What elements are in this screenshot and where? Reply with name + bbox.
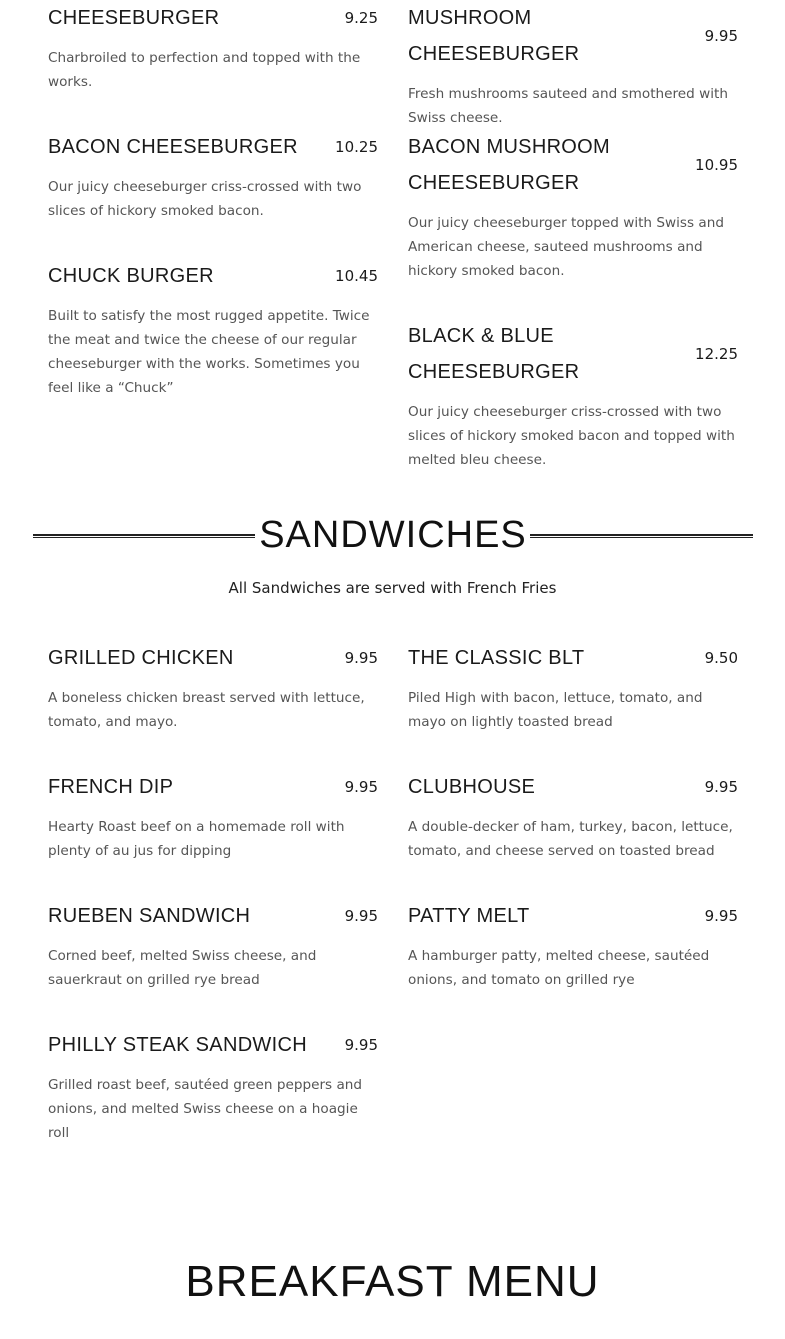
item-description: Our juicy cheeseburger criss-crossed with two slices of hickory smoked bacon. — [48, 179, 362, 219]
menu-item-clubhouse — [408, 769, 738, 863]
item-name: PHILLY STEAK SANDWICH — [48, 1034, 307, 1056]
section-title: SANDWICHES — [259, 514, 527, 556]
item-description: Grilled roast beef, sautéed green peppers and onions, and melted Swiss cheese on a hoagie roll — [48, 1077, 363, 1141]
item-name: GRILLED CHICKEN — [48, 647, 234, 669]
item-name: RUEBEN SANDWICH — [48, 905, 251, 927]
item-name: BLACK & BLUE CHEESEBURGER — [408, 325, 580, 383]
item-price: 9.95 — [344, 649, 378, 667]
item-price: 9.95 — [344, 1036, 378, 1054]
item-price: 10.45 — [335, 267, 378, 285]
item-name: PATTY MELT — [408, 905, 530, 927]
item-name: FRENCH DIP — [48, 776, 174, 798]
item-name: CLUBHOUSE — [408, 776, 536, 798]
item-name: BACON CHEESEBURGER — [48, 136, 298, 158]
item-description: Piled High with bacon, lettuce, tomato, and mayo on lightly toasted bread — [408, 690, 703, 730]
item-description: Hearty Roast beef on a homemade roll with plenty of au jus for dipping — [48, 819, 345, 859]
menu-item-philly-steak-sandwich — [48, 1027, 378, 1145]
item-description: Corned beef, melted Swiss cheese, and sauerkraut on grilled rye bread — [48, 948, 317, 988]
item-name: CHUCK BURGER — [48, 265, 214, 287]
sandwiches-section-header — [33, 512, 753, 562]
item-description: A double-decker of ham, turkey, bacon, lettuce, tomato, and cheese served on toasted bread — [408, 819, 733, 859]
item-name: THE CLASSIC BLT — [408, 647, 585, 669]
item-name: BACON MUSHROOM CHEESEBURGER — [408, 136, 610, 194]
menu-item-mushroom-cheeseburger — [408, 0, 738, 130]
item-price: 9.95 — [704, 27, 738, 45]
item-description: Our juicy cheeseburger topped with Swiss and American cheese, sauteed mushrooms and hickory smoked bacon. — [408, 215, 724, 279]
breakfast-section-title: BREAKFAST MENU — [185, 1257, 600, 1306]
menu-item-classic-blt — [408, 640, 738, 734]
menu-item-bacon-mushroom-cheeseburger — [408, 129, 738, 283]
section-subtitle: All Sandwiches are served with French Fries — [228, 579, 557, 597]
menu-item-french-dip — [48, 769, 378, 863]
item-description: Fresh mushrooms sauteed and smothered with Swiss cheese. — [408, 86, 728, 126]
menu-item-patty-melt — [408, 898, 738, 992]
item-price: 9.95 — [344, 778, 378, 796]
item-price: 9.95 — [704, 778, 738, 796]
item-price: 10.95 — [695, 156, 738, 174]
item-description: A hamburger patty, melted cheese, sautéed onions, and tomato on grilled rye — [408, 948, 710, 988]
divider-line — [530, 534, 753, 538]
menu-item-black-blue-cheeseburger — [408, 318, 738, 472]
item-description: A boneless chicken breast served with lettuce, tomato, and mayo. — [48, 690, 365, 730]
item-name: CHEESEBURGER — [48, 7, 220, 29]
menu-item-chuck-burger — [48, 258, 378, 400]
menu-item-bacon-cheeseburger — [48, 129, 378, 223]
item-price: 9.50 — [704, 649, 738, 667]
item-price: 12.25 — [695, 345, 738, 363]
menu-item-rueben-sandwich — [48, 898, 378, 992]
item-description: Our juicy cheeseburger criss-crossed with two slices of hickory smoked bacon and topped with melted bleu cheese. — [408, 404, 735, 468]
item-price: 9.95 — [704, 907, 738, 925]
menu-item-grilled-chicken — [48, 640, 378, 734]
item-description: Built to satisfy the most rugged appetite. Twice the meat and twice the cheese of our regular cheeseburger with the works. Sometimes you feel like a “Chuck” — [48, 308, 370, 396]
item-price: 10.25 — [335, 138, 378, 156]
item-price: 9.95 — [344, 907, 378, 925]
item-name: MUSHROOM CHEESEBURGER — [408, 7, 580, 65]
item-description: Charbroiled to perfection and topped with the works. — [48, 50, 361, 90]
menu-item-cheeseburger — [48, 0, 378, 94]
item-price: 9.25 — [344, 9, 378, 27]
